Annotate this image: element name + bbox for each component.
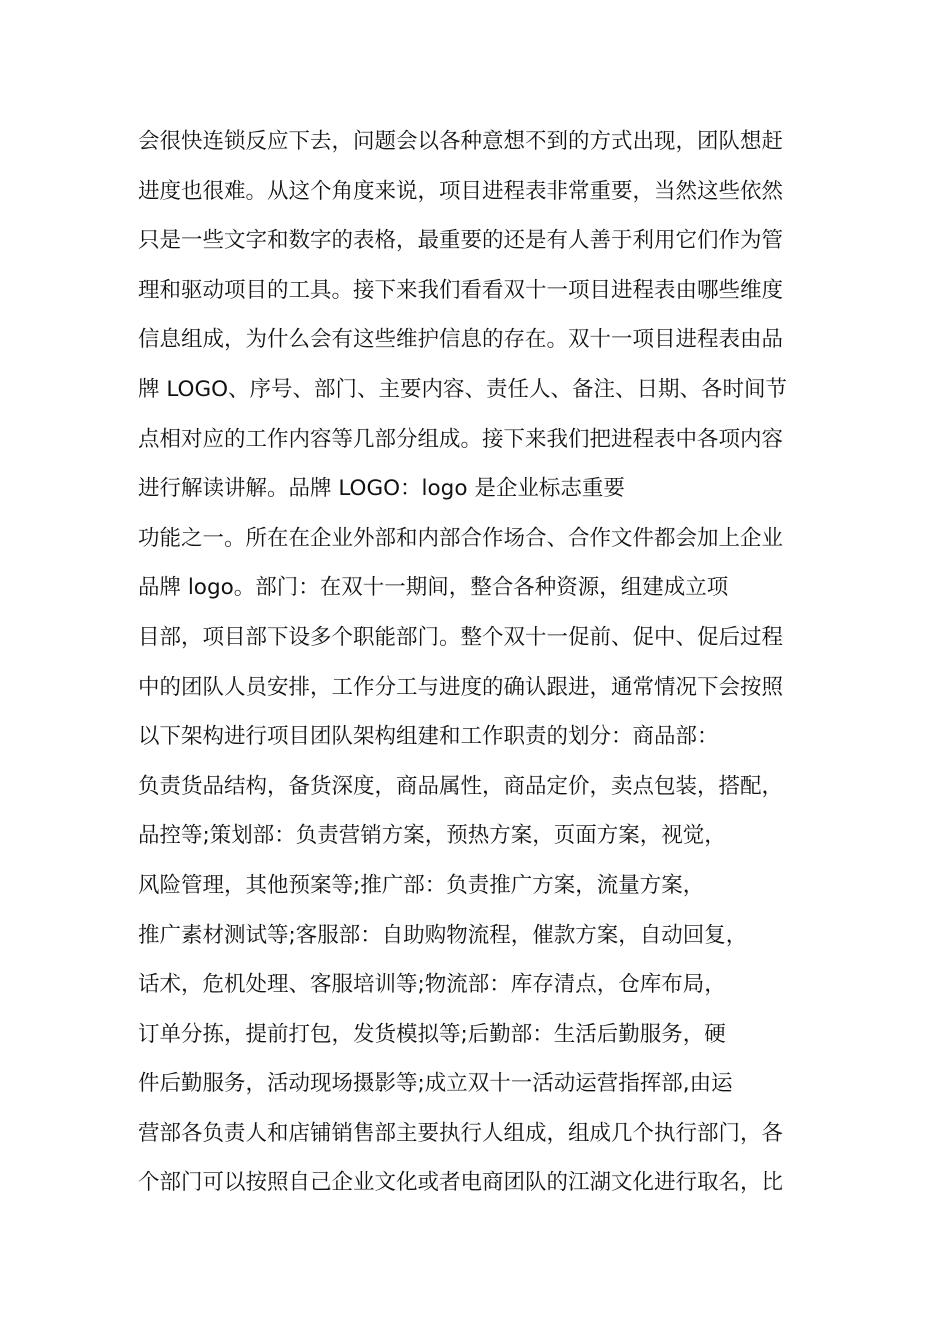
text-line: 推广素材测试等;客服部：自助购物流程，催款方案，自动回复，: [138, 922, 748, 948]
text-line: 品控等;策划部：负责营销方案，预热方案，页面方案，视觉，: [138, 823, 726, 849]
body-text: [138, 117, 838, 1208]
text-line: 功能之一。所在在企业外部和内部合作场合、合作文件都会加上企业: [138, 525, 784, 551]
text-line: 话术，危机处理、客服培训等;物流部：库存清点，仓库布局，: [138, 972, 726, 998]
text-line: 会很快连锁反应下去，问题会以各种意想不到的方式出现，团队想赶: [138, 129, 784, 154]
text-line: 风险管理，其他预案等;推广部：负责推广方案，流量方案，: [138, 872, 705, 898]
text-line: 点相对应的工作内容等几部分组成。接下来我们把进程表中各项内容: [138, 426, 784, 452]
text-line: 负责货品结构，备货深度，商品属性，商品定价，卖点包装，搭配，: [138, 773, 784, 799]
text-line: 牌 LOGO、序号、部门、主要内容、责任人、备注、日期、各时间节: [138, 376, 788, 402]
text-line: 件后勤服务，活动现场摄影等;成立双十一活动运营指挥部,由运: [138, 1071, 733, 1097]
text-line: 个部门可以按照自己企业文化或者电商团队的江湖文化进行取名，比: [138, 1170, 784, 1196]
text-line: 进度也很难。从这个角度来说，项目进程表非常重要，当然这些依然: [138, 178, 784, 204]
text-line: 订单分拣，提前打包，发货模拟等;后勤部：生活后勤服务，硬: [138, 1021, 726, 1047]
text-line: 理和驱动项目的工具。接下来我们看看双十一项目进程表由哪些维度: [138, 277, 784, 303]
text-line: 中的团队人员安排，工作分工与进度的确认跟进，通常情况下会按照: [138, 674, 784, 700]
text-line: 信息组成，为什么会有这些维护信息的存在。双十一项目进程表由品: [138, 327, 784, 353]
text-line: 只是一些文字和数字的表格，最重要的还是有人善于利用它们作为管: [138, 228, 784, 254]
text-line: 品牌 logo。部门：在双十一期间，整合各种资源，组建成立项: [138, 575, 729, 601]
text-line: 目部，项目部下设多个职能部门。整个双十一促前、促中、促后过程: [138, 624, 784, 650]
text-line: 以下架构进行项目团队架构组建和工作职责的划分：商品部：: [138, 724, 719, 750]
text-line: 营部各负责人和店铺销售部主要执行人组成，组成几个执行部门，各: [138, 1120, 784, 1146]
text-line: 进行解读讲解。品牌 LOGO：logo 是企业标志重要: [138, 476, 625, 502]
